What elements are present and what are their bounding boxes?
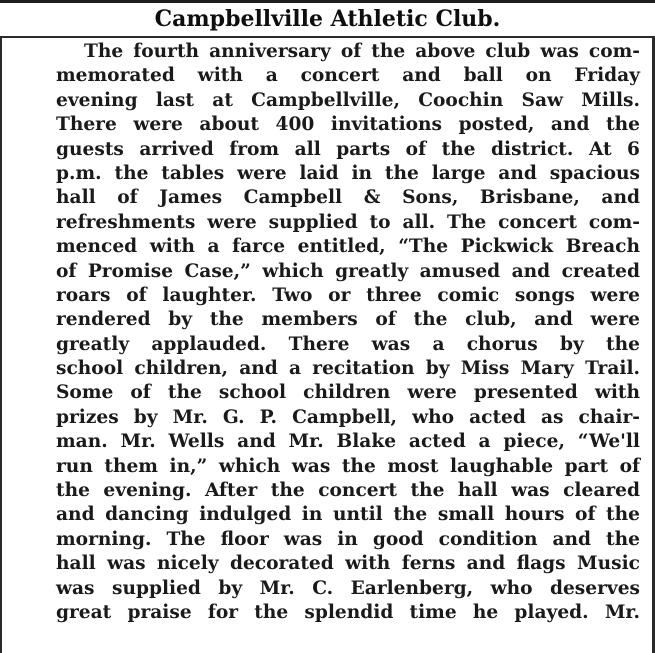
- article-line: the evening. After the concert the hall was cleared: [56, 480, 640, 502]
- article-line: roars of laughter. Two or three comic songs were: [56, 284, 640, 306]
- article-line: menced with a farce entitled, “The Pickwick Breach: [56, 236, 640, 258]
- article-line: evening last at Campbellville, Coochin Saw Mills.: [56, 89, 640, 111]
- article-line: prizes by Mr. G. P. Campbell, who acted as chair-: [56, 406, 640, 428]
- article-line: p.m. the tables were laid in the large and spacious: [56, 162, 640, 184]
- article-headline: Campbellville Athletic Club.: [154, 6, 501, 32]
- article-line: There were about 400 invitations posted, and the: [56, 114, 640, 136]
- article-line: great praise for the splendid time he played. Mr.: [56, 601, 640, 623]
- article-line: man. Mr. Wells and Mr. Blake acted a piece, “We'll: [56, 431, 640, 453]
- article-line: run them in,” which was the most laughable part of: [56, 455, 640, 477]
- article-line: hall of James Campbell & Sons, Brisbane, and: [56, 187, 640, 209]
- article-line: was supplied by Mr. C. Earlenberg, who deserves: [56, 577, 640, 599]
- article-line: greatly applauded. There was a chorus by the: [56, 333, 640, 355]
- frame-left-border: [0, 36, 2, 653]
- article-line: Some of the school children were presented with: [56, 382, 640, 404]
- article-line: guests arrived from all parts of the district. At 6: [56, 138, 640, 160]
- article-line: memorated with a concert and ball on Friday: [56, 65, 640, 87]
- article-line: rendered by the members of the club, and were: [56, 309, 640, 331]
- article-line: morning. The floor was in good condition and the: [56, 528, 640, 550]
- article-line: and dancing indulged in until the small hours of the: [56, 504, 640, 526]
- article-line: refreshments were supplied to all. The concert com-: [56, 211, 640, 233]
- article-body: [56, 40, 640, 625]
- article-line: hall was nicely decorated with ferns and flags Music: [56, 553, 640, 575]
- frame-top-border: [0, 36, 655, 38]
- top-rule: [0, 0, 655, 3]
- article-line: The fourth anniversary of the above club was com-: [84, 41, 640, 62]
- article-line: of Promise Case,” which greatly amused and created: [56, 260, 640, 282]
- article-line: school children, and a recitation by Miss Mary Trail.: [56, 358, 640, 380]
